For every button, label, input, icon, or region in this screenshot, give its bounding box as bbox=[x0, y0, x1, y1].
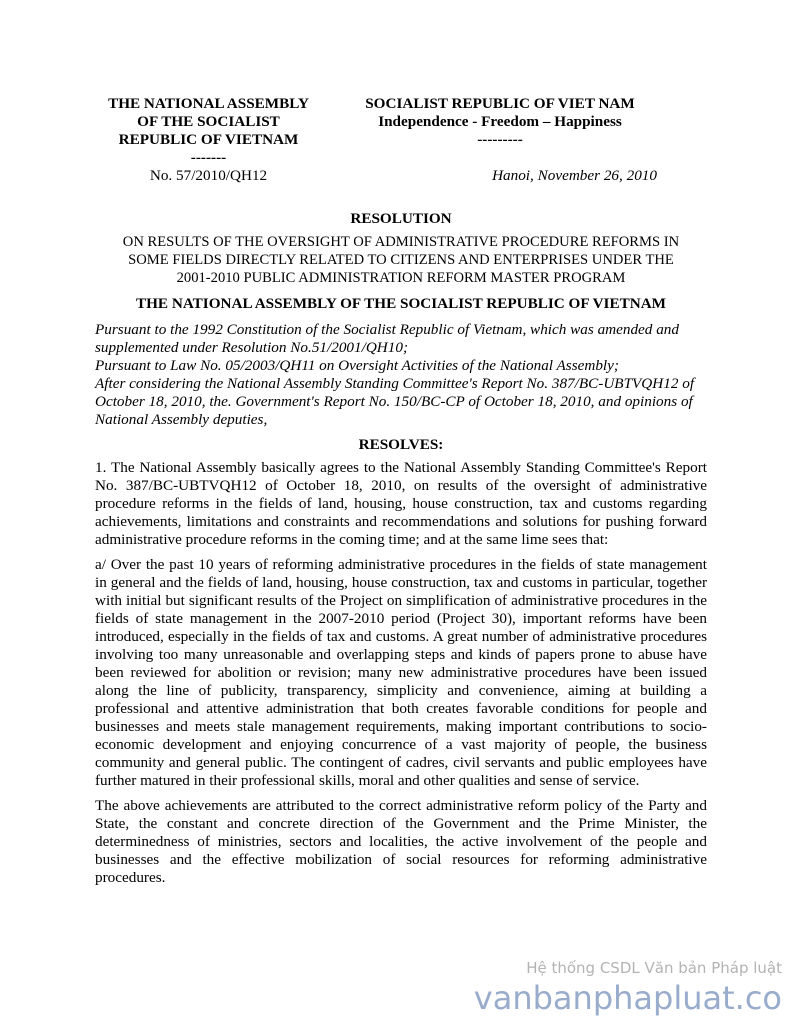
national-motto-block bbox=[353, 95, 647, 149]
subtitle-line: ON RESULTS OF THE OVERSIGHT OF ADMINISTRATIVE PROCEDURE REFORMS IN bbox=[122, 234, 680, 250]
document-page bbox=[95, 95, 707, 887]
issuer-block bbox=[95, 95, 322, 167]
document-header bbox=[95, 95, 707, 187]
issuer-line: REPUBLIC OF VIETNAM bbox=[118, 131, 299, 148]
watermark-site: vanbanphapluat.co bbox=[473, 979, 782, 1017]
subtitle-line: SOME FIELDS DIRECTLY RELATED TO CITIZENS AND ENTERPRISES UNDER THE bbox=[128, 252, 674, 268]
body-paragraph: 1. The National Assembly basically agrees to the National Assembly Standing Committee's Report No. 387/BC-UBTVQH12 of October 18, 2010, on results of the oversight of administrative procedure reforms in the fields of land, housing, house construction, tax and customs regarding achievements, limitations and constraints and recommendations and solutions for pushing forward administrative procedure reforms in the coming time; and at the same lime sees that: bbox=[95, 459, 707, 548]
place-date: Hanoi, November 26, 2010 bbox=[492, 167, 657, 184]
issuing-authority-heading: THE NATIONAL ASSEMBLY OF THE SOCIALIST REPUBLIC OF VIETNAM bbox=[135, 295, 666, 312]
watermark bbox=[474, 958, 782, 1018]
body-paragraph: The above achievements are attributed to the correct administrative reform policy of the Party and State, the constant and concrete direction of the Government and the Prime Minister, the determinedness of ministries, sectors and localities, the active involvement of the people and businesses and the effective mobilization of social resources for reforming administrative procedures. bbox=[95, 797, 707, 886]
document-subtitle bbox=[95, 233, 707, 287]
issuer-separator: ------- bbox=[190, 149, 227, 166]
preamble-clause: Pursuant to the 1992 Constitution of the Socialist Republic of Vietnam, which was amended and supplemented under Resolution No.51/2001/QH10; bbox=[95, 321, 679, 356]
issuer-line: THE NATIONAL ASSEMBLY bbox=[108, 95, 309, 112]
preamble-clause: Pursuant to Law No. 05/2003/QH11 on Oversight Activities of the National Assembly; bbox=[95, 357, 619, 374]
national-motto: Independence - Freedom – Happiness bbox=[378, 113, 622, 130]
motto-separator: --------- bbox=[477, 131, 523, 148]
subtitle-line: 2001-2010 PUBLIC ADMINISTRATION REFORM MASTER PROGRAM bbox=[176, 270, 626, 286]
country-name: SOCIALIST REPUBLIC OF VIET NAM bbox=[365, 95, 635, 112]
issuer-line: OF THE SOCIALIST bbox=[137, 113, 280, 130]
watermark-caption: Hệ thống CSDL Văn bản Pháp luật bbox=[526, 959, 782, 977]
preamble-clause: After considering the National Assembly Standing Committee's Report No. 387/BC-UBTVQH12 of October 18, 2010, the. Government's Report No. 150/BC-CP of October 18, 2010, and opinions of National Assembly deputies, bbox=[95, 375, 695, 428]
document-title: RESOLUTION bbox=[350, 210, 452, 227]
preamble bbox=[95, 321, 707, 429]
body-paragraph: a/ Over the past 10 years of reforming administrative procedures in the fields of state management in general and the fields of land, housing, house construction, tax and customs in particular, together with initial but significant results of the Project on simplification of administrative procedures in the fields of state management in the 2007-2010 period (Project 30), important reforms have been introduced, especially in the fields of tax and customs. A great number of administrative procedures involving too many unreasonable and overlapping steps and kinds of papers prone to abuse have been reviewed for abolition or revision; many new administrative procedures have been issued along the line of publicity, transparency, simplicity and convenience, aiming at building a professional and attentive administration that both creates favorable conditions for people and businesses and meets stale management requirements, making important contributions to socio-economic development and enjoying concurrence of a vast majority of people, the business community and general public. The contingent of cadres, civil servants and public employees have further matured in their professional skills, moral and other qualities and sense of service. bbox=[95, 556, 707, 789]
document-number: No. 57/2010/QH12 bbox=[149, 167, 268, 184]
resolves-heading: RESOLVES: bbox=[358, 436, 444, 453]
